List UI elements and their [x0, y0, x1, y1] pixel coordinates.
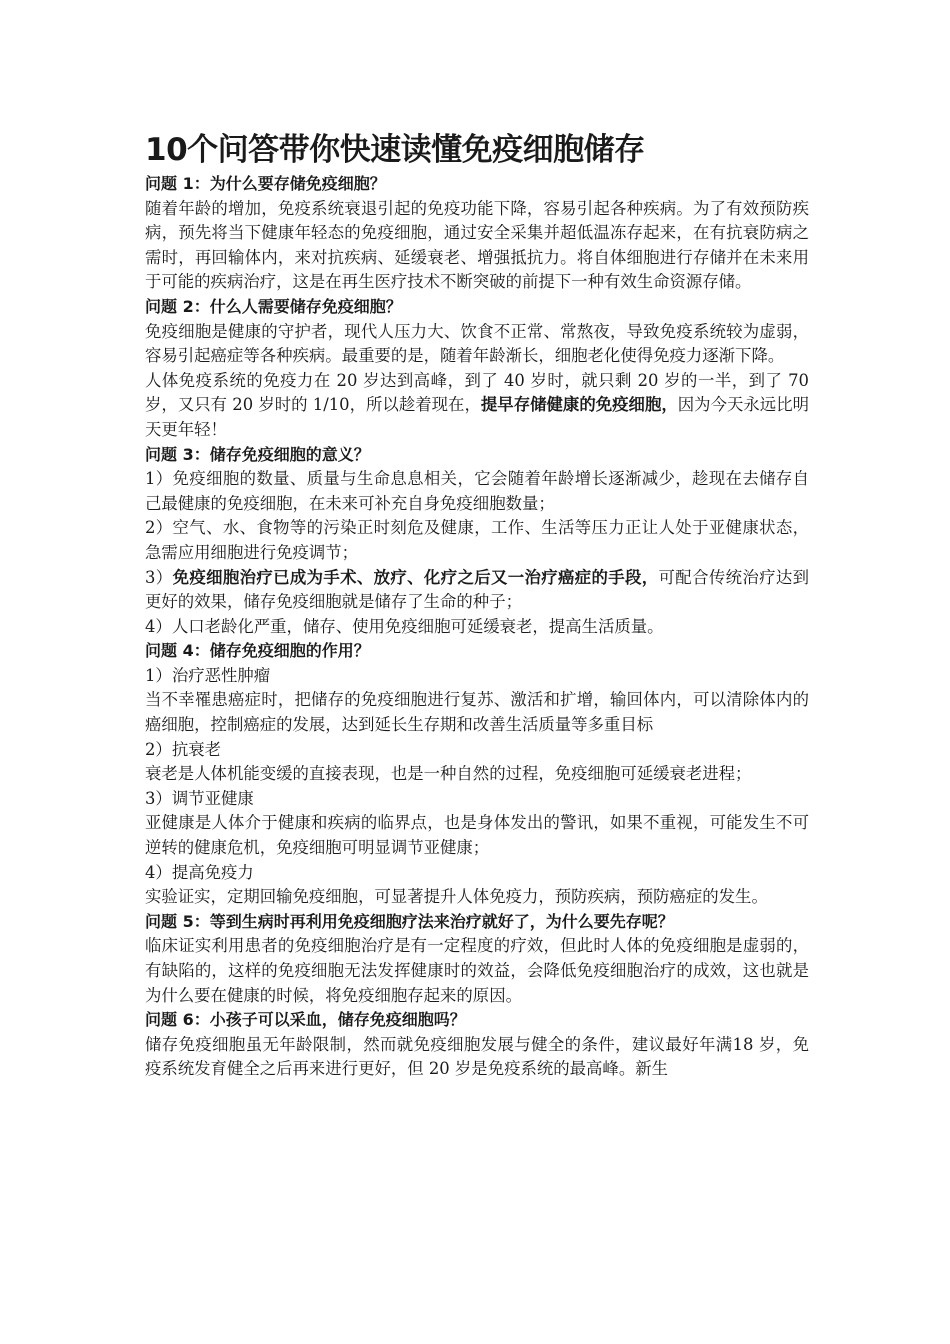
document-body — [145, 128, 809, 1082]
question-3-heading: 问题 3：储存免疫细胞的意义？ — [145, 444, 370, 464]
answer-4-subheading-3: 3）调节亚健康 — [145, 788, 254, 808]
answer-3-item-3 — [145, 566, 809, 615]
answer-3-emphasis: 免疫细胞治疗已成为手术、放疗、化疗之后又一治疗癌症的手段， — [172, 567, 659, 587]
question-2-heading: 问题 2：什么人需要储存免疫细胞？ — [145, 296, 402, 316]
answer-3-item-1: 1）免疫细胞的数量、质量与生命息息相关，它会随着年龄增长逐渐减少，趁现在去储存自己最健康的免疫细胞，在未来可补充自身免疫细胞数量； — [145, 469, 809, 513]
answer-4-text-3: 亚健康是人体介于健康和疾病的临界点，也是身体发出的警讯，如果不重视，可能发生不可逆转的健康危机，免疫细胞可明显调节亚健康； — [145, 813, 809, 858]
answer-2-paragraph-1: 免疫细胞是健康的守护者，现代人压力大、饮食不正常、常熬夜，导致免疫系统较为虚弱，容易引起癌症等各种疾病。最重要的是，随着年龄渐长，细胞老化使得免疫力逐渐下降。 — [145, 321, 809, 366]
answer-3-item-3-number: 3） — [145, 567, 173, 587]
answer-6-paragraph: 储存免疫细胞虽无年龄限制，然而就免疫细胞发展与健全的条件，建议最好年满18 岁，免疫系统发育健全之后再来进行更好，但 20 岁是免疫系统的最高峰。新生 — [145, 1034, 809, 1079]
answer-2-text-pre: 人体免疫系统的免疫力在 20 岁达到高峰，到了 40 岁时，就只剩 20 岁的一半，到了 70 岁，又只有 20 岁时的 1/10，所以趁着现在， — [145, 370, 809, 415]
answer-2-paragraph-2 — [145, 369, 809, 443]
question-4-heading: 问题 4：储存免疫细胞的作用？ — [145, 641, 370, 661]
answer-4-subheading-2: 2）抗衰老 — [145, 739, 221, 759]
answer-4-subheading-4: 4）提高免疫力 — [145, 862, 254, 882]
answer-2-text-post: 因为今天永远比明天更年轻！ — [145, 395, 810, 439]
question-1-heading: 问题 1：为什么要存储免疫细胞？ — [145, 174, 386, 193]
question-5-heading: 问题 5：等到生病时再利用免疫细胞疗法来治疗就好了，为什么要先存呢？ — [145, 911, 674, 931]
answer-5-paragraph: 临床证实利用患者的免疫细胞治疗是有一定程度的疗效，但此时人体的免疫细胞是虚弱的，有缺陷的，这样的免疫细胞无法发挥健康时的效益，会降低免疫细胞治疗的成效，这也就是为什么要在健康的时候，将免疫细胞存起来的原因。 — [145, 936, 809, 1005]
answer-4-text-2: 衰老是人体机能变缓的直接表现，也是一种自然的过程，免疫细胞可延缓衰老进程； — [145, 764, 752, 784]
question-6-heading: 问题 6：小孩子可以采血，储存免疫细胞吗？ — [145, 1010, 466, 1030]
answer-3-item-4: 4）人口老龄化严重，储存、使用免疫细胞可延缓衰老，提高生活质量。 — [145, 616, 664, 636]
answer-3-item-2: 2）空气、水、食物等的污染正时刻危及健康，工作、生活等压力正让人处于亚健康状态，急需应用细胞进行免疫调节； — [145, 518, 809, 562]
answer-4-text-1: 当不幸罹患癌症时，把储存的免疫细胞进行复苏、激活和扩增，输回体内，可以清除体内的癌细胞，控制癌症的发展，达到延长生存期和改善生活质量等多重目标 — [145, 690, 809, 735]
answer-1-paragraph: 随着年龄的增加，免疫系统衰退引起的免疫功能下降，容易引起各种疾病。为了有效预防疾病，预先将当下健康年轻态的免疫细胞，通过安全采集并超低温冻存起来，在有抗衰防病之需时，再回输体内，来对抗疾病、延缓衰老、增强抵抗力。将自体细胞进行存储并在未来用于可能的疾病治疗，这是在再生医疗技术不断突破的前提下一种有效生命资源存储。 — [145, 198, 809, 292]
answer-4-text-4: 实验证实，定期回输免疫细胞，可显著提升人体免疫力，预防疾病，预防癌症的发生。 — [145, 887, 768, 907]
answer-2-emphasis: 提早存储健康的免疫细胞， — [480, 395, 678, 415]
answer-3-item-3-text: 可配合传统治疗达到更好的效果，储存免疫细胞就是储存了生命的种子； — [145, 567, 810, 612]
document-title: 10个问答带你快速读懂免疫细胞储存 — [145, 132, 645, 168]
answer-4-subheading-1: 1）治疗恶性肿瘤 — [145, 665, 271, 685]
